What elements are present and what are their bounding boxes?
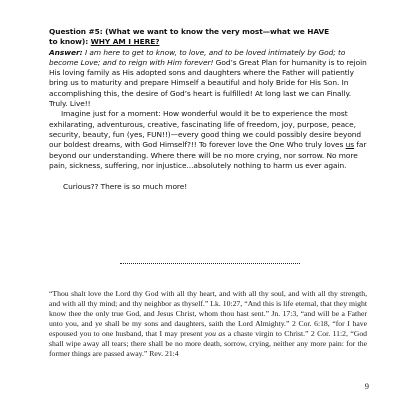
scripture-italic-you-as: you as xyxy=(204,329,226,339)
answer-label: Answer: xyxy=(49,47,85,57)
page-number: 9 xyxy=(364,381,369,391)
question-heading xyxy=(49,27,369,48)
imagine-text-end: far beyond our understanding. Where there will be no more crying, nor sorrow. No more pain, sickness, suffering, nor injustice...absolutely nothing to harm us ever again. xyxy=(49,140,367,170)
imagine-text-start: Imagine just for a moment: How wonderful would it be to experience the most exhilarating, adventurous, creative, fascinating life of freedom, joy, purpose, peace, security, beauty, fun (yes, FUN!!)—every good thing we could possibly desire beyond our boldest dreams, with God Himself?!! To forever love the One Who truly loves xyxy=(49,109,362,150)
dotted-divider xyxy=(120,263,300,264)
scripture-text-1: “Thou shalt love the Lord thy God with all thy heart, and with all thy soul, and with all thy strength, and with all thy mind; and thy neighbor as thyself.” Lk. 10:27, “And this is life eternal, that they might know thee the only true God, and Jesus Christ, whom thou hast sent.” Jn. 17:3, “and will be a Father unto you, and ye shall be my sons and daughters, saith the Lord Almighty.” 2 Cor. 6:18, “for I have espoused you to one husband, that I may present xyxy=(49,288,367,339)
imagine-underlined-us: us xyxy=(345,140,355,150)
question-why-am-i-here: WHY AM I HERE? xyxy=(90,37,160,47)
imagine-paragraph xyxy=(49,109,369,171)
scripture-footnote xyxy=(49,289,367,360)
question-line-1: Question #5: (What we want to know the very most—what we HAVE xyxy=(49,27,330,36)
answer-paragraph xyxy=(49,48,369,110)
answer-italic-text: I am here to get to know, to love, and to be loved intimately by God; to become Love; and to reign with Him forever! xyxy=(49,47,346,67)
scripture-text-2: a chaste virgin to Christ.” 2 Cor. 11:2, “God shall wipe away all tears; there shall be no more death, sorrow, crying, neither any more pain: for the former things are passed away.” Rev. 21:4 xyxy=(49,329,368,359)
question-line-2-prefix: to know): xyxy=(49,37,91,47)
main-text-block xyxy=(49,27,369,192)
curious-line: Curious?? There is so much more! xyxy=(63,182,188,192)
answer-rest-text: God’s Great Plan for humanity is to rejoin His loving family as His adopted sons and daughters where the Father will patiently bring us to maturity and prepare Himself a beautiful and holy Bride for His Son. In accomplishing this, the desire of God’s heart is fulfilled! At long last we can Finally. Truly. Live!! xyxy=(49,57,367,109)
